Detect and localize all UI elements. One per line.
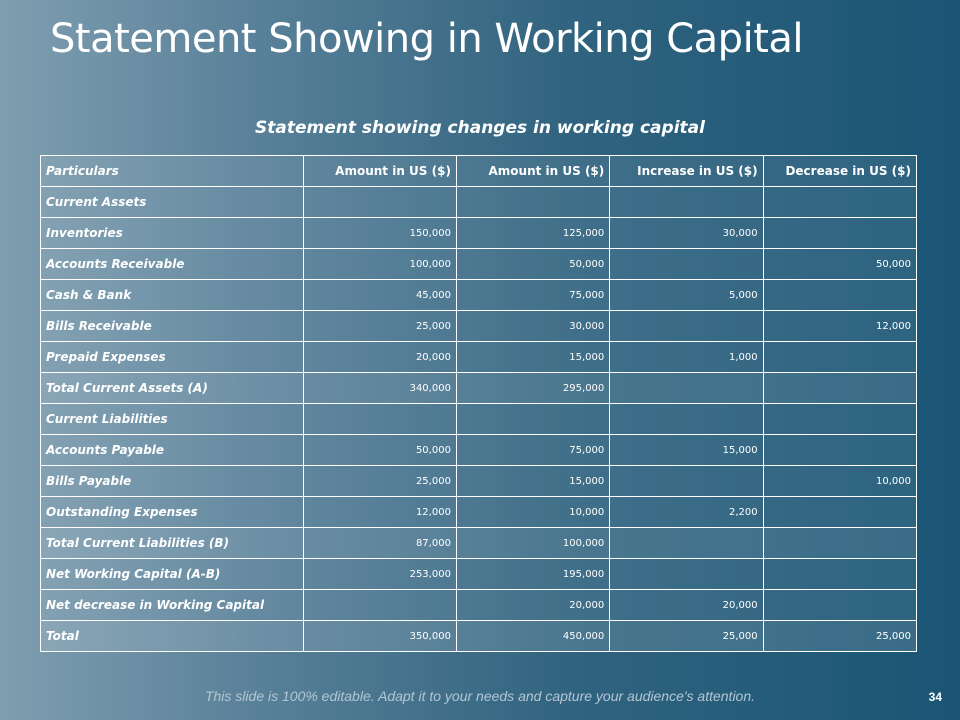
cell-increase	[610, 311, 763, 342]
working-capital-table	[40, 155, 917, 652]
row-label: Accounts Receivable	[41, 249, 304, 280]
cell-decrease: 25,000	[763, 621, 916, 652]
cell-decrease	[763, 435, 916, 466]
cell-increase: 5,000	[610, 280, 763, 311]
cell-increase	[610, 187, 763, 218]
cell-amount-2	[456, 404, 609, 435]
cell-increase: 15,000	[610, 435, 763, 466]
cell-amount-2: 125,000	[456, 218, 609, 249]
cell-increase	[610, 249, 763, 280]
row-label: Bills Payable	[41, 466, 304, 497]
cell-increase: 1,000	[610, 342, 763, 373]
cell-decrease: 10,000	[763, 466, 916, 497]
cell-increase: 25,000	[610, 621, 763, 652]
header-decrease: Decrease in US ($)	[763, 156, 916, 187]
cell-amount-1: 150,000	[303, 218, 456, 249]
cell-amount-1	[303, 404, 456, 435]
table-row	[41, 435, 917, 466]
row-label: Accounts Payable	[41, 435, 304, 466]
row-label: Outstanding Expenses	[41, 497, 304, 528]
row-label: Bills Receivable	[41, 311, 304, 342]
row-label: Total Current Liabilities (B)	[41, 528, 304, 559]
row-label: Current Assets	[41, 187, 304, 218]
cell-increase	[610, 404, 763, 435]
table-row	[41, 218, 917, 249]
cell-increase	[610, 559, 763, 590]
cell-decrease	[763, 280, 916, 311]
page-number: 34	[928, 690, 942, 704]
cell-increase	[610, 528, 763, 559]
table-row	[41, 280, 917, 311]
cell-amount-1: 340,000	[303, 373, 456, 404]
cell-amount-2: 450,000	[456, 621, 609, 652]
cell-amount-1: 25,000	[303, 466, 456, 497]
cell-amount-2: 75,000	[456, 435, 609, 466]
table-caption: Statement showing changes in working capital	[255, 118, 705, 138]
cell-decrease: 12,000	[763, 311, 916, 342]
table-row	[41, 404, 917, 435]
table-header-row	[41, 156, 917, 187]
header-amount-2: Amount in US ($)	[456, 156, 609, 187]
footer-note: This slide is 100% editable. Adapt it to your needs and capture your audience's attention.	[204, 688, 756, 704]
cell-increase: 2,200	[610, 497, 763, 528]
row-label: Net decrease in Working Capital	[41, 590, 304, 621]
cell-decrease	[763, 187, 916, 218]
row-label: Total Current Assets (A)	[41, 373, 304, 404]
table-row	[41, 373, 917, 404]
cell-decrease	[763, 528, 916, 559]
cell-decrease	[763, 404, 916, 435]
cell-amount-1: 25,000	[303, 311, 456, 342]
cell-decrease	[763, 373, 916, 404]
row-label: Prepaid Expenses	[41, 342, 304, 373]
row-label: Cash & Bank	[41, 280, 304, 311]
table-row	[41, 590, 917, 621]
cell-increase: 20,000	[610, 590, 763, 621]
cell-amount-2: 10,000	[456, 497, 609, 528]
cell-decrease	[763, 590, 916, 621]
table-row	[41, 249, 917, 280]
cell-amount-1: 45,000	[303, 280, 456, 311]
cell-amount-2: 50,000	[456, 249, 609, 280]
cell-amount-2: 15,000	[456, 342, 609, 373]
cell-amount-1: 100,000	[303, 249, 456, 280]
cell-decrease	[763, 218, 916, 249]
cell-amount-1	[303, 187, 456, 218]
cell-amount-2: 15,000	[456, 466, 609, 497]
table-row	[41, 342, 917, 373]
cell-amount-1	[303, 590, 456, 621]
cell-amount-2: 295,000	[456, 373, 609, 404]
row-label: Total	[41, 621, 304, 652]
cell-amount-2: 75,000	[456, 280, 609, 311]
table-row	[41, 528, 917, 559]
cell-decrease: 50,000	[763, 249, 916, 280]
table-row	[41, 497, 917, 528]
cell-amount-2	[456, 187, 609, 218]
table-row	[41, 621, 917, 652]
row-label: Inventories	[41, 218, 304, 249]
cell-amount-2: 100,000	[456, 528, 609, 559]
cell-amount-2: 30,000	[456, 311, 609, 342]
cell-increase	[610, 373, 763, 404]
cell-decrease	[763, 559, 916, 590]
cell-amount-1: 87,000	[303, 528, 456, 559]
cell-amount-1: 20,000	[303, 342, 456, 373]
cell-decrease	[763, 342, 916, 373]
table-row	[41, 187, 917, 218]
cell-increase: 30,000	[610, 218, 763, 249]
cell-amount-2: 20,000	[456, 590, 609, 621]
cell-amount-2: 195,000	[456, 559, 609, 590]
table-row	[41, 466, 917, 497]
cell-increase	[610, 466, 763, 497]
cell-amount-1: 253,000	[303, 559, 456, 590]
slide-title: Statement Showing in Working Capital	[50, 16, 803, 62]
cell-amount-1: 50,000	[303, 435, 456, 466]
cell-amount-1: 350,000	[303, 621, 456, 652]
row-label: Net Working Capital (A-B)	[41, 559, 304, 590]
cell-amount-1: 12,000	[303, 497, 456, 528]
header-amount-1: Amount in US ($)	[303, 156, 456, 187]
table-row	[41, 559, 917, 590]
header-particulars: Particulars	[41, 156, 304, 187]
cell-decrease	[763, 497, 916, 528]
row-label: Current Liabilities	[41, 404, 304, 435]
header-increase: Increase in US ($)	[610, 156, 763, 187]
table-row	[41, 311, 917, 342]
